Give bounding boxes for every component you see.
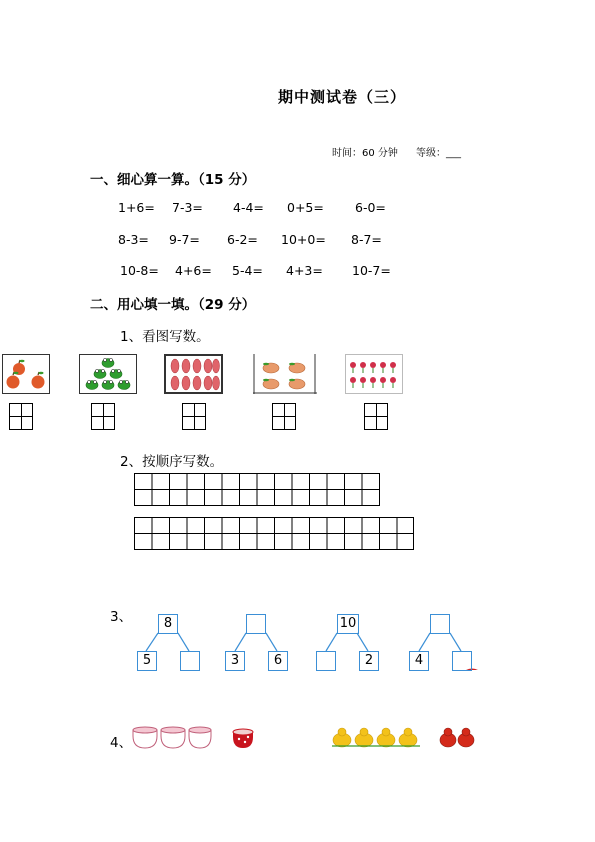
number-bond-left[interactable]: 3 <box>225 651 245 671</box>
equation: 0+5= <box>287 200 324 215</box>
answer-box[interactable] <box>364 403 388 430</box>
number-bond-right[interactable]: 6 <box>268 651 288 671</box>
time-label: 时间：60 分钟 <box>332 148 398 159</box>
number-bond-left[interactable]: 5 <box>137 651 157 671</box>
apples-picture <box>2 354 50 394</box>
equation: 10-7= <box>352 263 391 278</box>
section-1-heading: 一、细心算一算。（15 分） <box>90 172 256 188</box>
number-bond-left[interactable] <box>316 651 336 671</box>
number-bond-left[interactable]: 4 <box>409 651 429 671</box>
bowls-and-chicks-picture <box>130 722 490 756</box>
grade-label: 等级：___ <box>416 148 461 159</box>
equation: 4-4= <box>233 200 264 215</box>
number-bond-right[interactable] <box>180 651 200 671</box>
number-bond-lines <box>0 600 595 680</box>
question-1-label: 1、看图写数。 <box>120 329 210 345</box>
equation: 4+3= <box>286 263 323 278</box>
equation: 10-8= <box>120 263 159 278</box>
number-bond-top[interactable]: 8 <box>158 614 178 634</box>
equation: 4+6= <box>175 263 212 278</box>
question-4-label: 4、 <box>110 735 133 751</box>
number-bond-right[interactable]: 2 <box>359 651 379 671</box>
equation: 9-7= <box>169 232 200 247</box>
question-2-label: 2、按顺序写数。 <box>120 454 224 470</box>
number-bond-right[interactable] <box>452 651 472 671</box>
equation: 8-3= <box>118 232 149 247</box>
number-sequence-grid-1[interactable] <box>134 473 380 506</box>
number-bond-top[interactable] <box>430 614 450 634</box>
page-title: 期中测试卷（三） <box>278 88 407 106</box>
equation: 1+6= <box>118 200 155 215</box>
answer-box[interactable] <box>9 403 33 430</box>
frogs-picture <box>79 354 137 394</box>
section-2-heading: 二、用心填一填。（29 分） <box>90 297 256 313</box>
equation: 8-7= <box>351 232 382 247</box>
equation: 7-3= <box>172 200 203 215</box>
answer-box[interactable] <box>91 403 115 430</box>
answer-box[interactable] <box>272 403 296 430</box>
flowers-picture <box>345 354 403 394</box>
equation: 10+0= <box>281 232 326 247</box>
equation: 5-4= <box>232 263 263 278</box>
equation: 6-2= <box>227 232 258 247</box>
number-bond-top[interactable] <box>246 614 266 634</box>
peaches-picture <box>253 354 317 394</box>
number-sequence-grid-2[interactable] <box>134 517 414 550</box>
question-3-label: 3、 <box>110 609 133 625</box>
leaves-picture <box>164 354 223 394</box>
number-bond-top[interactable]: 10 <box>337 614 359 634</box>
equation: 6-0= <box>355 200 386 215</box>
answer-box[interactable] <box>182 403 206 430</box>
